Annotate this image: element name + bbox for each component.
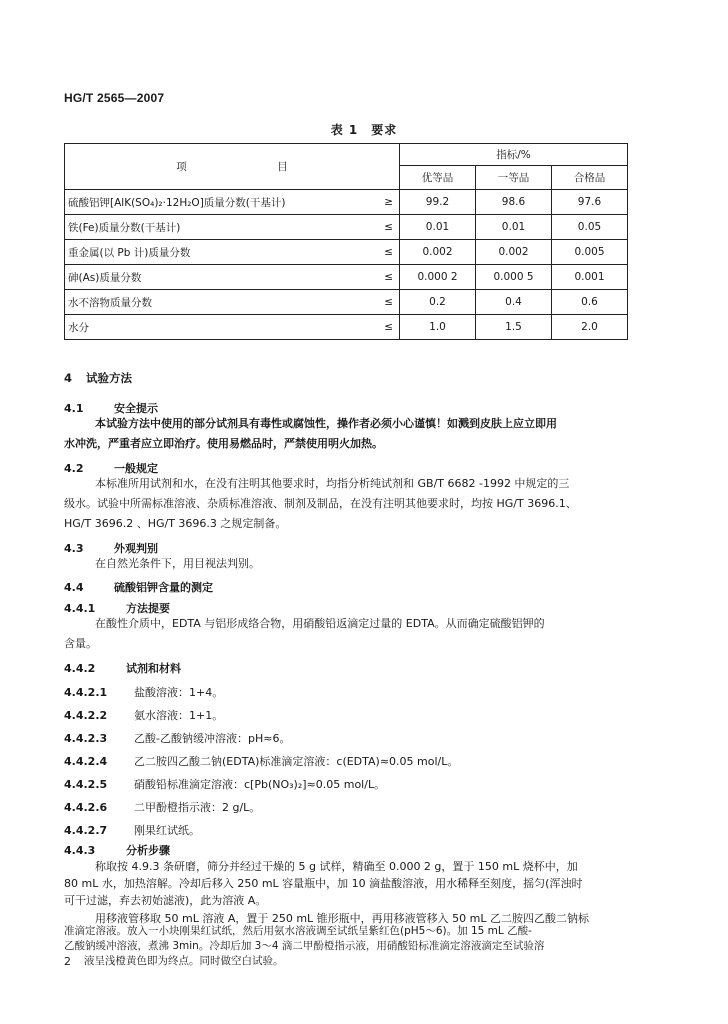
grade-header: 优等品 (400, 166, 476, 190)
table-row (65, 240, 628, 265)
row-symbol: ≤ (374, 315, 400, 340)
row-name: 硫酸铝钾[AlK(SO₄)₂·12H₂O]质量分数(干基计) (65, 190, 374, 215)
general-paragraph-line: 本标准所用试剂和水，在没有注明其他要求时，均指分析纯试剂和 GB/T 6682 -1992 中规定的三 (95, 477, 570, 490)
subsection-number: 4.4.1 (64, 602, 96, 615)
reagent-number: 4.4.2.1 (64, 686, 108, 699)
row-value: 0.002 (400, 240, 476, 265)
reagent-item (64, 822, 200, 838)
reagent-text: 硝酸铅标准滴定溶液：c[Pb(NO₃)₂]≈0.05 mol/L。 (134, 778, 386, 791)
row-symbol: ≤ (374, 265, 400, 290)
row-value: 0.01 (400, 215, 476, 240)
subsection-title: 方法提要 (126, 602, 170, 615)
reagent-item (64, 776, 385, 792)
row-value: 0.005 (552, 240, 628, 265)
table-row (65, 215, 628, 240)
subsection-title: 试剂和材料 (126, 662, 181, 675)
procedure-paragraph-line: 用移液管移取 50 mL 溶液 A，置于 250 mL 锥形瓶中，再用移液管移入 50 mL 乙二胺四乙酸二钠标 (95, 912, 590, 925)
row-symbol: ≤ (374, 240, 400, 265)
reagent-number: 4.4.2.2 (64, 709, 108, 722)
section-number: 4 (64, 371, 73, 385)
subsection-4-4-3-heading (64, 842, 170, 858)
row-value: 0.000 2 (400, 265, 476, 290)
grade-header: 一等品 (476, 166, 552, 190)
subsection-number: 4.4.3 (64, 844, 96, 857)
general-paragraph-line: 级水。试验中所需标准溶液、杂质标准溶液、制剂及制品，在没有注明其他要求时，均按 HG/T 3696.1、 (64, 497, 577, 510)
subsection-number: 4.4.2 (64, 662, 96, 675)
row-value: 99.2 (400, 190, 476, 215)
row-symbol: ≤ (374, 290, 400, 315)
reagent-text: 二甲酚橙指示液：2 g/L。 (134, 801, 261, 814)
method-paragraph-line: 在酸性介质中，EDTA 与铝形成络合物，用硝酸铅返滴定过量的 EDTA。从而确定硫酸铝钾的 (95, 617, 545, 630)
procedure-paragraph-line: 液呈浅橙黄色即为终点。同时做空白试验。 (84, 955, 284, 967)
subsection-number: 4.3 (64, 542, 84, 555)
reagent-text: 盐酸溶液：1+4。 (134, 686, 224, 699)
procedure-paragraph-line: 称取按 4.9.3 条研磨，筛分并经过干燥的 5 g 试样，精确至 0.000 2 g，置于 150 mL 烧杯中，加 (95, 860, 578, 873)
row-value: 98.6 (476, 190, 552, 215)
general-paragraph-line: HG/T 3696.2 、HG/T 3696.3 之规定制备。 (64, 517, 287, 530)
reagent-number: 4.4.2.4 (64, 755, 108, 768)
requirements-table (64, 143, 628, 340)
procedure-paragraph-line: 乙酸钠缓冲溶液，煮沸 3min。冷却后加 3～4 滴二甲酚橙指示液，用硝酸铅标准滴定溶液滴定至试验溶 (64, 940, 545, 952)
subsection-title: 硫酸铝钾含量的测定 (114, 581, 213, 594)
row-symbol: ≤ (374, 215, 400, 240)
subsection-number: 4.4 (64, 581, 84, 594)
row-name: 砷(As)质量分数 (65, 265, 374, 290)
reagent-text: 氨水溶液：1+1。 (134, 709, 224, 722)
section-4-heading (64, 370, 132, 386)
table-row (65, 265, 628, 290)
row-value: 0.01 (476, 215, 552, 240)
subsection-title: 一般规定 (114, 462, 158, 475)
row-value: 0.05 (552, 215, 628, 240)
reagent-item (64, 730, 290, 746)
row-value: 0.002 (476, 240, 552, 265)
safety-paragraph-line: 水冲洗，严重者应立即治疗。使用易燃品时，严禁使用明火加热。 (64, 437, 383, 450)
header-spec: 指标/% (400, 144, 628, 166)
row-name: 水分 (65, 315, 374, 340)
subsection-title: 分析步骤 (126, 844, 170, 857)
row-symbol: ≥ (374, 190, 400, 215)
row-value: 0.4 (476, 290, 552, 315)
method-paragraph-line: 含量。 (64, 637, 97, 650)
row-name: 重金属(以 Pb 计)质量分数 (65, 240, 374, 265)
procedure-paragraph-line: 准滴定溶液。放入一小块刚果红试纸，然后用氨水溶液调至试纸呈紫红色(pH5～6)。加 15 mL 乙酸- (64, 925, 532, 937)
row-value: 1.5 (476, 315, 552, 340)
reagent-number: 4.4.2.7 (64, 824, 108, 837)
procedure-paragraph-line: 可干过滤，弃去初始滤液)，此为溶液 A。 (64, 894, 267, 907)
reagent-item (64, 799, 260, 815)
reagent-text: 乙酸-乙酸钠缓冲溶液：pH≈6。 (134, 732, 291, 745)
reagent-number: 4.4.2.5 (64, 778, 108, 791)
grade-header: 合格品 (552, 166, 628, 190)
row-name: 铁(Fe)质量分数(干基计) (65, 215, 374, 240)
row-value: 2.0 (552, 315, 628, 340)
subsection-title: 外观判别 (114, 542, 158, 555)
header-item: 项 目 (65, 144, 400, 190)
row-value: 97.6 (552, 190, 628, 215)
standard-code: HG/T 2565—2007 (64, 91, 165, 105)
row-name: 水不溶物质量分数 (65, 290, 374, 315)
table-row (65, 290, 628, 315)
row-value: 0.000 5 (476, 265, 552, 290)
subsection-4-4-2-heading (64, 660, 181, 676)
table-row (65, 190, 628, 215)
reagent-item (64, 707, 223, 723)
table-row (65, 315, 628, 340)
reagent-item (64, 753, 458, 769)
row-value: 0.001 (552, 265, 628, 290)
reagent-number: 4.4.2.6 (64, 801, 108, 814)
subsection-title: 安全提示 (114, 402, 158, 415)
procedure-paragraph-line: 80 mL 水，加热溶解。冷却后移入 250 mL 容量瓶中，加 10 滴盐酸溶液，用水稀释至刻度，摇匀(浑浊时 (64, 877, 583, 890)
row-value: 1.0 (400, 315, 476, 340)
table-header-row (65, 144, 628, 166)
subsection-number: 4.1 (64, 402, 84, 415)
section-title: 试验方法 (86, 371, 133, 385)
safety-paragraph-line: 本试验方法中使用的部分试剂具有毒性或腐蚀性，操作者必须小心谨慎！如溅到皮肤上应立即用 (95, 417, 557, 430)
reagent-text: 乙二胺四乙酸二钠(EDTA)标准滴定溶液：c(EDTA)≈0.05 mol/L。 (134, 755, 459, 768)
reagent-item (64, 684, 223, 700)
subsection-number: 4.2 (64, 462, 84, 475)
reagent-text: 刚果红试纸。 (134, 824, 200, 837)
appearance-paragraph: 在自然光条件下，用目视法判别。 (95, 557, 260, 570)
reagent-number: 4.4.2.3 (64, 732, 108, 745)
row-value: 0.6 (552, 290, 628, 315)
subsection-4-4-heading (64, 579, 213, 595)
row-value: 0.2 (400, 290, 476, 315)
table-title: 表 1 要求 (330, 123, 398, 137)
page-number: 2 (64, 955, 71, 968)
